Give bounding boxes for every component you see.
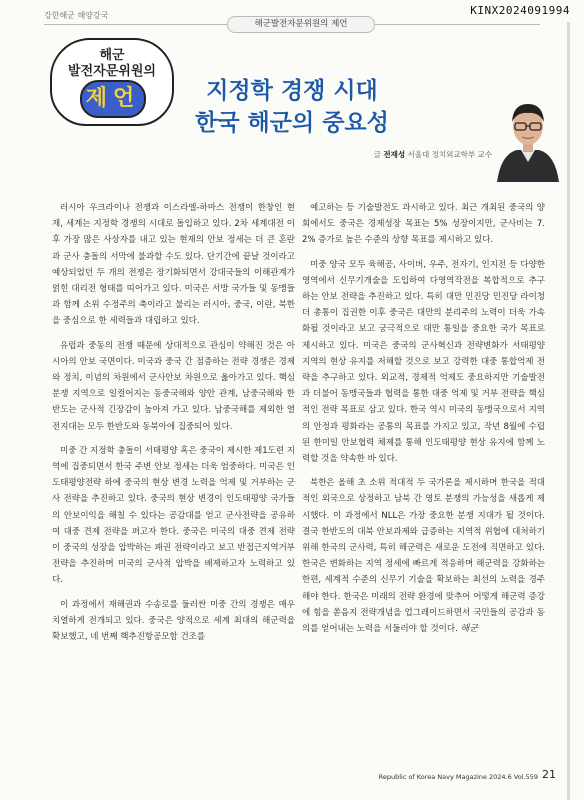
section-tab: 해군발전자문위원의 제언: [227, 16, 375, 33]
body-paragraph: 이 과정에서 재해권과 수송로를 둘러싼 미중 간의 경쟁은 매우 치열하게 전개되고 있다. 중국은 양적으로 세계 최대의 해군력을 확보했고, 네 번째 핵추진항공모함 건조를: [52, 599, 295, 643]
body-paragraph-text: 북한은 올해 초 소위 적대적 두 국가론을 제시하며 한국을 적대적인 외국으로 상정하고 남북 간 영토 분쟁의 가능성을 새롭게 제시했다. 이 과정에서 NLL은 가장 중요한 분쟁 지대가 될 것이다. 결국 한반도의 대북 안보과제와 급증하는 지역적 위협에 대처하기 위해 한국의 군사력, 특히 해군력은 새로운 도전에 직면하고 있다. 한국은 변화하는 지역 정세에 빠르게 적응하며 해군력을 강화하는 한편, 세계적 수준의 신무기 기술을 확보하는 최선의 노력을 경주해야 한다. 한국은 미래의 전략 환경에 맞추어 어떻게 해군력 증강에 힘을 쏟음지 전략개념을 업그레이드하면서 국민들의 공감과 동의를 얻어내는 노력을 서둘러야 할 것이다.: [302, 478, 545, 635]
badge-line-2: 발전자문위원의: [68, 64, 156, 79]
section-label: 강한해군 해양강국: [44, 11, 109, 20]
author-affiliation: 서울대 정치외교학부 교수: [407, 150, 492, 159]
body-paragraph: 러시아 우크라이나 전쟁과 이스라엘-하마스 전쟁이 한창인 현재, 세계는 지정학 경쟁의 시대로 돌입하고 있다. 2차 세계대전 이후 가장 많은 사상자를 내고 있는 현재의 안보 정세는 더 큰 혼란과 군사 충돌의 서막에 불과할 수도 있다. 단기간에 끝날 것이라고 예상되었던 두 개의 전쟁은 장기화되면서 강대국들의 이해관계가 얽힌 대리전 형태를 띠어가고 있다. 미국은 서방 국가들 및 동맹들과 함께 소위 수정주의 축이라고 불리는 러시아, 중국, 이란, 북한을 중심으로 한 세력들과 대립하고 있다.: [52, 203, 295, 327]
badge-line-1: 해군: [99, 48, 125, 63]
body-column-right: [302, 200, 545, 637]
author-photo: [493, 92, 563, 182]
body-paragraph: 예고하는 등 기술발전도 과시하고 있다. 최근 개최된 중국의 양회에서도 중국은 경제성장 목표는 5% 성장이지만, 군사비는 7.2% 증가로 높은 수준의 상향 목표를 제시하고 있다.: [302, 203, 545, 246]
article-title-line-2: 한국 해군의 중요성: [195, 110, 389, 136]
body-paragraph: 미중 양국 모두 육해공, 사이버, 우주, 전자기, 인지전 등 다양한 영역에서 신무기개술을 도입하여 다영역작전을 복합적으로 추구하는 안보 전략을 추진하고 있다. 특히 대만 민진당 민진당 라이청더 총통이 집권한 이후 중국은 대만의 분리주의 노력이 더욱 가속화될 것이라고 보고 궁극적으로 대만 통일을 중요한 국가 목표로 제시하고 있다. 미국은 중국의 군사혁신과 전략변화가 서태평양 지역의 현상 유지를 저해할 것으로 보고 강력한 대중 통합억제 전략을 추구하고 있다. 외교적, 경제적 억제도 중요하지만 기술발전과 더불어 동맹국들과 협력을 통한 대중 억제 및 거부 전략을 핵심적인 전략 목표로 삼고 있다. 한국 역시 미국의 동맹국으로서 지역의 안정과 평화라는 공통의 목표를 가지고 있고, 작년 8월에 수립된 한미일 안보협력 체제를 통해 인도태평양 현상 유지에 함께 노력할 것을 약속한 바 있다.: [302, 259, 545, 465]
badge-line-3: 제언: [80, 80, 146, 118]
body-paragraph: [302, 475, 545, 637]
end-signature: 해군: [460, 624, 478, 635]
article-title-line-1: 지정학 경쟁 시대: [206, 78, 378, 104]
author-name: 전재성: [383, 150, 406, 159]
body-column-left: [52, 200, 295, 645]
magazine-footer: Republic of Korea Navy Magazine 2024.6 Vol.559: [378, 773, 538, 781]
document-id: KINX2024091994: [470, 4, 570, 17]
author-byline: [374, 149, 492, 160]
page-edge-bar: [567, 22, 570, 800]
body-paragraph: 유럽과 중동의 전쟁 때문에 상대적으로 관심이 약해진 것은 아시아의 안보 국면이다. 미국과 중국 간 점증하는 전략 경쟁은 경제와 정치, 이념의 차원에서 군사안보 차원으로 옮아가고 있다. 핵심 분쟁 지역으로 일컬어지는 동중국해와 양안 관계, 남중국해와 한반도는 군사적 긴장감이 높아져 가고 있다. 남중국해를 제외한 열전지대는 모두 한반도와 동북아에 집중되어 있다.: [52, 340, 295, 432]
body-paragraph: 미중 간 지정학 충돌이 서태평양 혹은 중국이 제시한 제1도련 지역에 집중되면서 한국 주변 안보 정세는 더욱 엄중하다. 미국은 인도태평양전략 하에 중국의 현상 변경 노력을 억제 및 거부하는 군사 전략을 추진하고 있다. 중국의 현상 변경이 인도태평양 국가들의 안보이익을 해칠 수 있다는 공감대를 얻고 군사전략을 공유하여 대중 견제 전략을 펴고자 한다. 중국은 미국의 대중 견제 전략이 중국의 성장을 압박하는 패권 전략이라고 보고 반접근지역거부 전략을 추진하며 미국의 군사적 압박을 배제하고자 노력하고 있다.: [52, 445, 296, 586]
author-prefix: 글: [373, 150, 381, 159]
page-number: 21: [542, 768, 556, 781]
